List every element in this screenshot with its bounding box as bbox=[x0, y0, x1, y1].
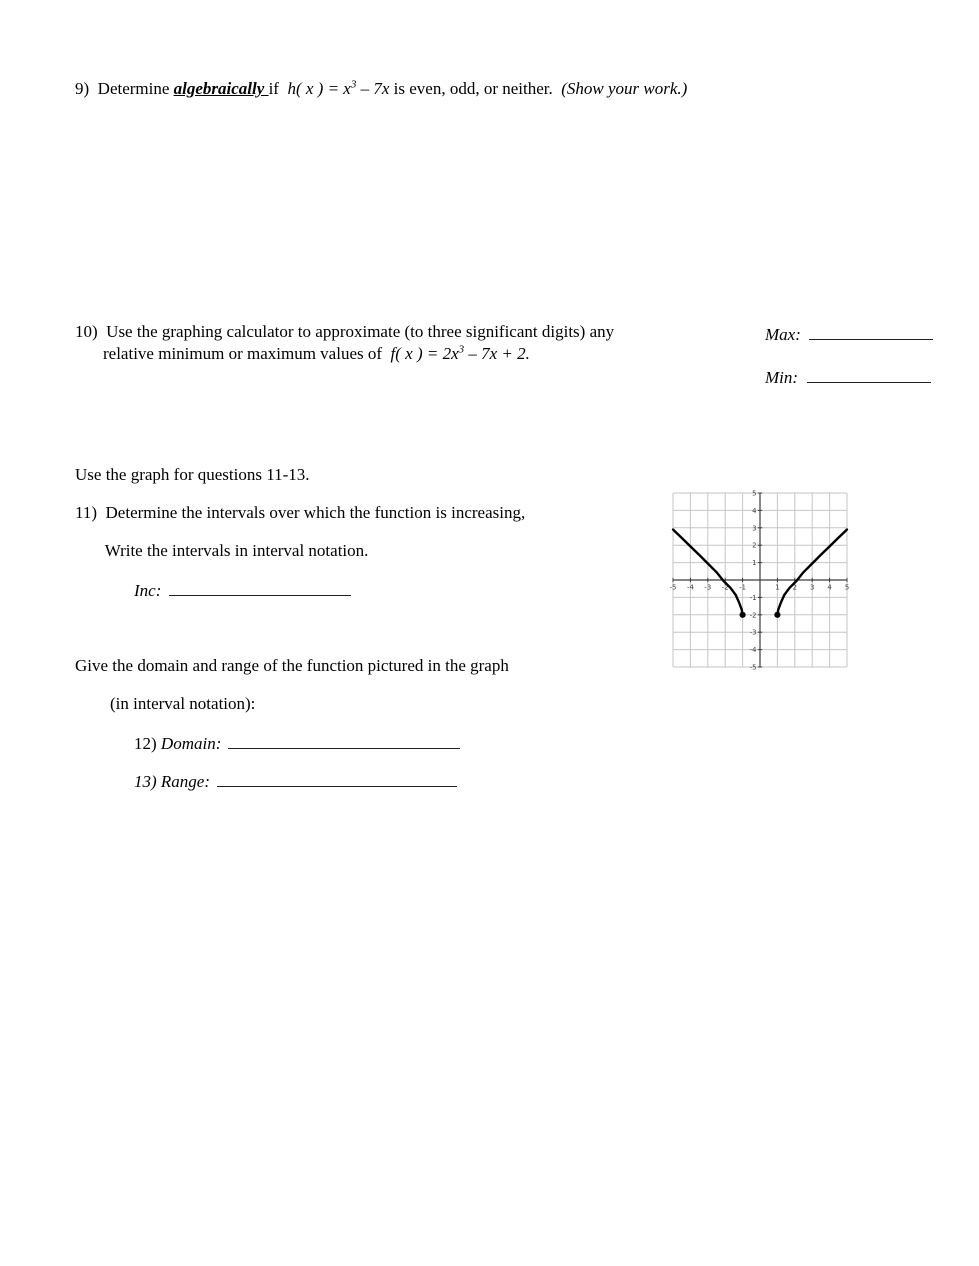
y-tick-label: 4 bbox=[752, 506, 757, 515]
q10-formula-post: – 7x + 2. bbox=[464, 344, 530, 363]
x-tick-label: 1 bbox=[775, 583, 780, 592]
function-graph-svg bbox=[666, 486, 854, 674]
x-tick-label: -2 bbox=[721, 583, 729, 592]
domain-range-intro-text: Give the domain and range of the function pictured in the graph bbox=[75, 656, 509, 675]
q9-tail-text: is even, odd, or neither. bbox=[389, 79, 562, 98]
q9-lead-text: 9) Determine bbox=[75, 79, 174, 98]
x-tick-label: -1 bbox=[739, 583, 746, 592]
q10-formula-pre: f( x ) = 2x bbox=[390, 344, 459, 363]
question-10-line2 bbox=[86, 324, 530, 384]
y-tick-label: -4 bbox=[749, 646, 757, 655]
question-9 bbox=[58, 59, 687, 119]
y-tick-label: -1 bbox=[749, 593, 757, 602]
inc-answer-blank bbox=[169, 579, 351, 596]
y-tick-label: -3 bbox=[749, 628, 757, 637]
q9-formula bbox=[287, 79, 389, 98]
y-tick-label: 2 bbox=[752, 541, 757, 550]
q9-mid-text: if bbox=[268, 79, 288, 98]
x-tick-label: 3 bbox=[810, 583, 815, 592]
max-answer-blank bbox=[809, 323, 933, 340]
q10-formula-exponent: 3 bbox=[458, 343, 465, 356]
y-tick-label: 3 bbox=[752, 524, 757, 533]
min-field bbox=[748, 346, 931, 408]
y-tick-label: 5 bbox=[752, 489, 757, 498]
max-label: Max: bbox=[765, 325, 801, 344]
min-answer-blank bbox=[807, 366, 931, 383]
q9-emphasis-algebraically: algebraically bbox=[173, 79, 269, 98]
inc-label: Inc: bbox=[134, 581, 162, 600]
x-tick-label: 4 bbox=[827, 583, 832, 592]
function-graph bbox=[666, 486, 854, 674]
q11-line2-text: Write the intervals in interval notation. bbox=[104, 541, 369, 560]
q9-show-work-note: (Show your work.) bbox=[561, 79, 688, 98]
left-branch-endpoint-dot bbox=[740, 612, 746, 618]
q10-line1-text: 10) Use the graphing calculator to approximate (to three significant digits) any bbox=[75, 322, 615, 341]
section-instruction-text: Use the graph for questions 11-13. bbox=[75, 465, 310, 484]
q9-formula-post: – 7x bbox=[356, 79, 390, 98]
x-tick-label: -3 bbox=[704, 583, 712, 592]
min-label: Min: bbox=[765, 368, 799, 387]
x-tick-label: -5 bbox=[669, 583, 677, 592]
inc-field bbox=[117, 559, 351, 621]
question-13-range-field bbox=[117, 750, 457, 812]
q9-formula-exponent: 3 bbox=[350, 78, 357, 91]
domain-range-subnote-text: (in interval notation): bbox=[110, 694, 256, 713]
x-tick-label: 2 bbox=[792, 583, 797, 592]
q13-range-label: Range: bbox=[160, 772, 211, 791]
q10-line2-text: relative minimum or maximum values of bbox=[103, 344, 391, 363]
y-tick-label: -2 bbox=[749, 611, 757, 620]
q13-number: 13) bbox=[134, 772, 161, 791]
q9-formula-pre: h( x ) = x bbox=[287, 79, 351, 98]
range-answer-blank bbox=[217, 770, 457, 787]
q11-line1-text: 11) Determine the intervals over which the function is increasing, bbox=[75, 503, 526, 522]
q12-number: 12) bbox=[134, 734, 161, 753]
domain-answer-blank bbox=[228, 732, 460, 749]
q10-formula bbox=[391, 344, 530, 363]
x-tick-label: 5 bbox=[844, 583, 850, 592]
x-tick-label: -4 bbox=[687, 583, 694, 592]
q12-domain-label: Domain: bbox=[160, 734, 222, 753]
right-branch-endpoint-dot bbox=[774, 612, 780, 618]
y-tick-label: -5 bbox=[749, 663, 757, 672]
y-tick-label: 1 bbox=[752, 559, 757, 568]
